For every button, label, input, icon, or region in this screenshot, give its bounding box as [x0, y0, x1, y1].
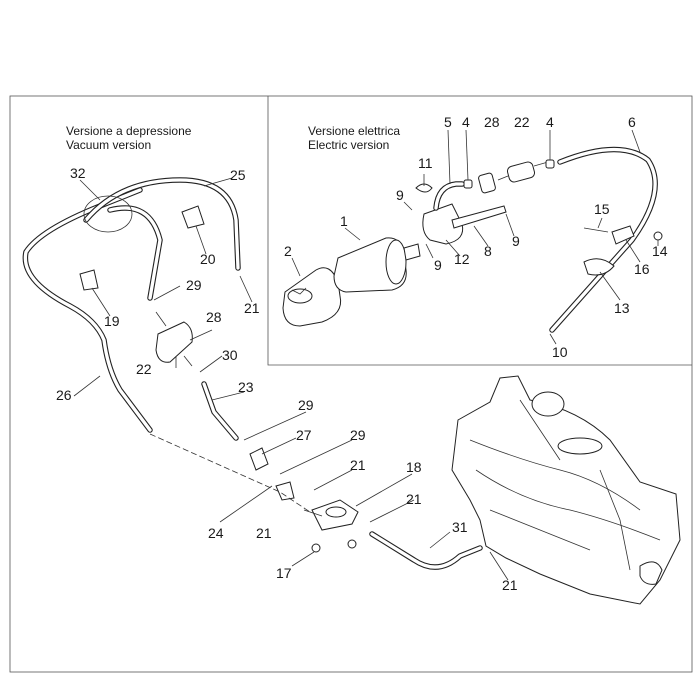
callout-28: 28 [206, 309, 222, 325]
clamp-4b [546, 160, 554, 168]
callout-10: 10 [552, 344, 568, 360]
callout-22: 22 [136, 361, 152, 377]
callout-21: 21 [244, 300, 260, 316]
callout-11: 11 [418, 155, 433, 171]
fuel-pump-part [334, 238, 420, 292]
hose-31 [372, 534, 480, 567]
callout-29: 29 [186, 277, 202, 293]
callout-24: 24 [208, 525, 224, 541]
callout-21: 21 [256, 525, 272, 541]
washer-part [654, 232, 662, 240]
callout-25: 25 [230, 167, 246, 183]
screw-part [584, 228, 608, 232]
callout-4: 4 [546, 114, 554, 130]
clip-20-part [182, 206, 204, 228]
callout-6: 6 [628, 114, 636, 130]
callout-2: 2 [284, 243, 292, 259]
callout-27: 27 [296, 427, 312, 443]
callout-21: 21 [502, 577, 518, 593]
fitting-part [250, 448, 268, 470]
dashed-link [150, 434, 310, 512]
screw-17a [312, 544, 320, 552]
callout-22: 22 [514, 114, 530, 130]
callout-19: 19 [104, 313, 120, 329]
callout-18: 18 [406, 459, 422, 475]
callout-29: 29 [350, 427, 366, 443]
electric-title-en: Electric version [308, 138, 390, 152]
callout-29: 29 [298, 397, 314, 413]
callout-30: 30 [222, 347, 238, 363]
vacuum-title-it: Versione a depressione [66, 124, 192, 138]
callout-28: 28 [484, 114, 500, 130]
callout-9: 9 [396, 187, 404, 203]
callout-16: 16 [634, 261, 650, 277]
clamp-4a [464, 180, 472, 188]
callout-15: 15 [594, 201, 610, 217]
clip-19-part [80, 270, 98, 290]
callout-8: 8 [484, 243, 492, 259]
hose-26 [25, 190, 150, 430]
callout-31: 31 [452, 519, 468, 535]
callout-26: 26 [56, 387, 72, 403]
callout-1: 1 [340, 213, 348, 229]
callout-9: 9 [434, 257, 442, 273]
callout-23: 23 [238, 379, 254, 395]
filter-cup-part [283, 268, 341, 326]
callout-21: 21 [350, 457, 366, 473]
callout-32: 32 [70, 165, 86, 181]
callout-12: 12 [454, 251, 470, 267]
callout-4: 4 [462, 114, 470, 130]
inline-filter-part [478, 172, 496, 193]
callout-20: 20 [200, 251, 216, 267]
callout-21: 21 [406, 491, 422, 507]
vacuum-pump-part [156, 312, 192, 366]
pipe-part [452, 206, 506, 228]
screw-17b [348, 540, 356, 548]
callout-13: 13 [614, 300, 630, 316]
callout-9: 9 [512, 233, 520, 249]
hose-6 [552, 149, 655, 330]
vacuum-title-en: Vacuum version [66, 138, 152, 152]
electric-title-it: Versione elettrica [308, 124, 401, 138]
callout-17: 17 [276, 565, 292, 581]
callout-14: 14 [652, 243, 668, 259]
fuel-filter-part [498, 161, 548, 183]
callout-5: 5 [444, 114, 452, 130]
fuel-tank-part [452, 376, 680, 604]
